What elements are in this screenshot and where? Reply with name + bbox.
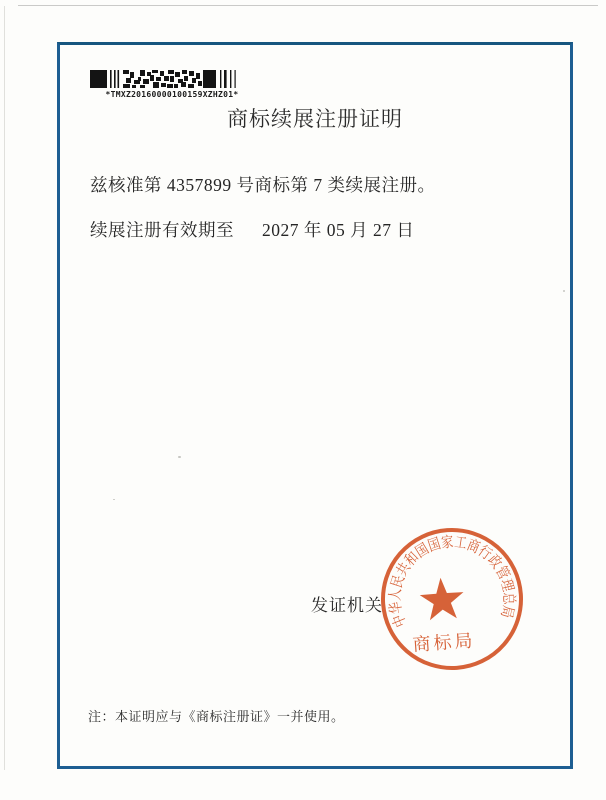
- scan-paper-edge-left: [4, 6, 5, 770]
- barcode: [90, 70, 240, 99]
- seal-ring-text: 中华人民共和国国家工商行政管理总局: [387, 534, 517, 630]
- validity-label: 续展注册有效期至: [90, 220, 234, 240]
- validity-line: [90, 217, 414, 242]
- seal-star-icon: [419, 576, 466, 621]
- approval-statement: 兹核准第 4357899 号商标第 7 类续展注册。: [90, 175, 436, 195]
- validity-date: 2027 年 05 月 27 日: [262, 220, 415, 240]
- footnote-usage-note: 注：本证明应与《商标注册证》一并使用。: [88, 709, 345, 724]
- seal-center-text: 商标局: [411, 630, 477, 655]
- scan-paper-edge-top: [18, 5, 598, 6]
- official-red-seal: [372, 519, 532, 679]
- barcode-image: [90, 70, 237, 89]
- certificate-title: 商标续展注册证明: [227, 107, 403, 131]
- barcode-text: *TMXZ20160000100159XZHZ01*: [105, 90, 239, 99]
- issuing-authority-label: 发证机关: [311, 596, 383, 615]
